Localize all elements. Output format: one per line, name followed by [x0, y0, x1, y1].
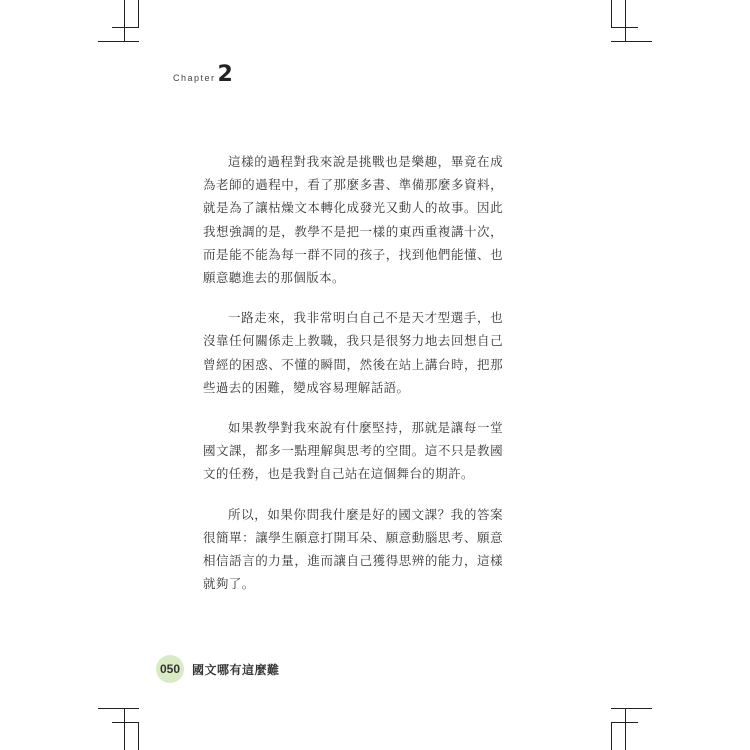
page-number: 050	[159, 662, 181, 676]
page-footer	[156, 655, 280, 683]
crop-mark-top-right	[625, 0, 626, 42]
crop-mark-bottom-left	[98, 708, 139, 709]
crop-mark-top-left	[98, 41, 139, 42]
crop-mark-top-right	[611, 41, 652, 42]
crop-mark-top-left	[112, 27, 139, 28]
crop-mark-top-left	[124, 0, 125, 42]
crop-mark-bottom-right	[611, 708, 652, 709]
body-text	[203, 150, 503, 612]
book-title: 國文哪有這麼難	[192, 662, 280, 677]
crop-mark-bottom-right	[625, 708, 626, 750]
crop-mark-bottom-left	[138, 722, 139, 750]
paragraph: 這樣的過程對我來說是挑戰也是樂趣，畢竟在成為老師的過程中，看了那麼多書、準備那麼多資料，就是為了讓枯燥文本轉化成發光又動人的故事。因此我想強調的是，教學不是把一樣的東西重複講十次，而是能不能為每一群不同的孩子，找到他們能懂、也願意聽進去的那個版本。	[203, 154, 503, 286]
crop-mark-bottom-left	[124, 708, 125, 750]
paragraph: 如果教學對我來說有什麼堅持，那就是讓每一堂國文課，都多一點理解與思考的空間。這不只是教國文的任務，也是我對自己站在這個舞台的期許。	[203, 420, 503, 482]
crop-mark-bottom-right	[611, 722, 612, 750]
page-number-badge	[156, 655, 184, 683]
crop-mark-top-left	[138, 0, 139, 28]
paragraph: 一路走來，我非常明白自己不是天才型選手，也沒靠任何關係走上教職，我只是很努力地去回想自己曾經的困惑、不懂的瞬間，然後在站上講台時，把那些過去的困難，變成容易理解話語。	[203, 310, 503, 395]
crop-mark-bottom-right	[611, 722, 638, 723]
chapter-number: 2	[217, 62, 233, 87]
crop-mark-top-right	[611, 27, 638, 28]
crop-mark-bottom-left	[112, 722, 139, 723]
crop-mark-top-right	[611, 0, 612, 28]
chapter-heading	[173, 64, 233, 86]
paragraph: 所以，如果你問我什麼是好的國文課？我的答案很簡單：讓學生願意打開耳朵、願意動腦思考、願意相信語言的力量，進而讓自己獲得思辨的能力，這樣就夠了。	[203, 506, 503, 592]
chapter-word: Chapter	[173, 73, 216, 83]
